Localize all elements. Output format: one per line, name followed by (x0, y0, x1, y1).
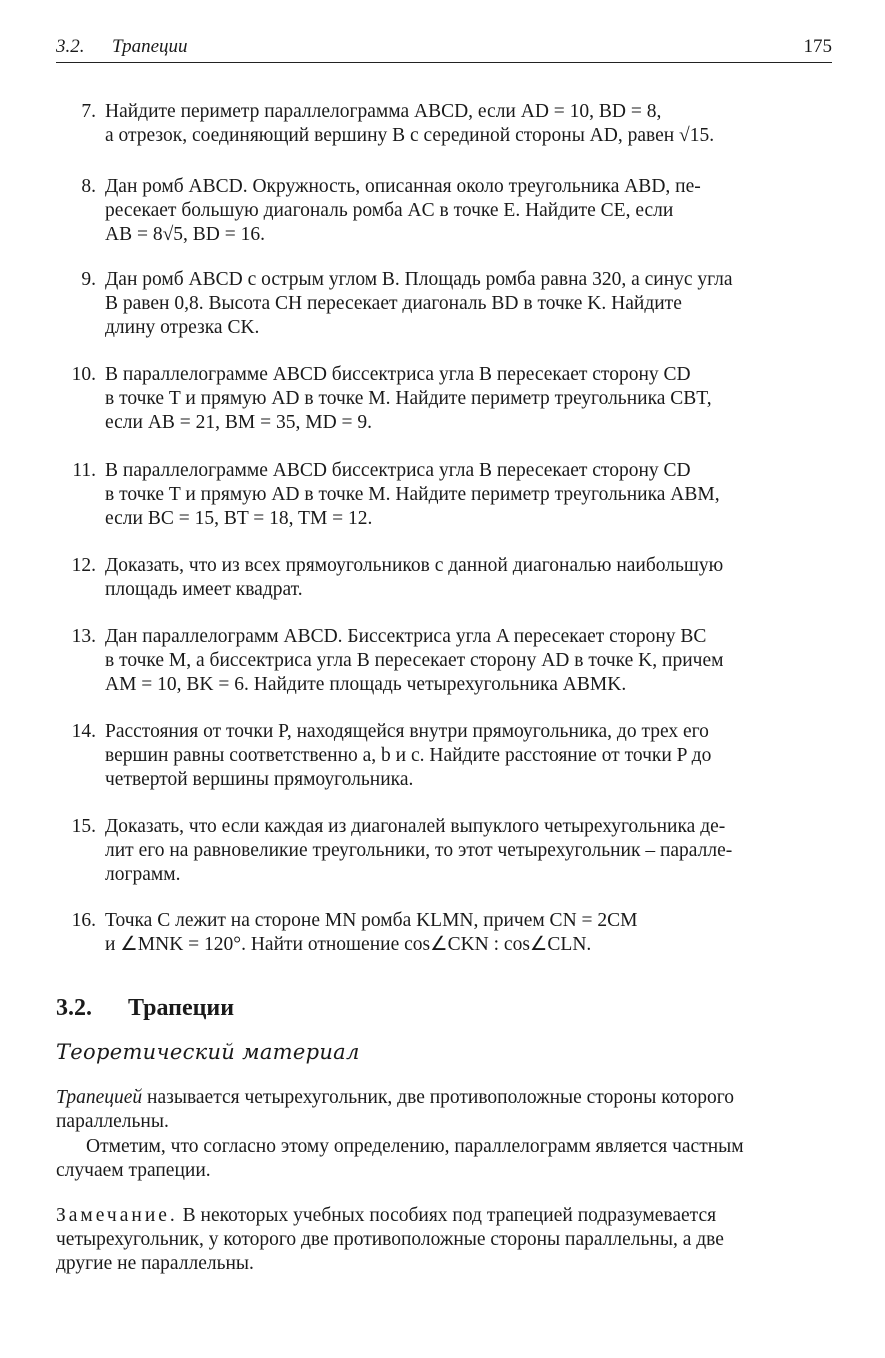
problem-line: если BC = 15, BT = 18, TM = 12. (105, 508, 373, 529)
running-head-section-number: 3.2. (56, 36, 85, 57)
problem-line: Расстояния от точки P, находящейся внутри прямоугольника, до трех его (105, 721, 709, 742)
problem-12 (64, 554, 832, 602)
problem-14 (64, 720, 832, 792)
note-paragraph (56, 1135, 832, 1183)
remark-line (56, 1204, 832, 1228)
problem-number: 8. (81, 176, 96, 197)
problem-line: вершин равны соответственно a, b и c. Найдите расстояние от точки P до (105, 745, 712, 766)
problem-line: а отрезок, соединяющий вершину B с серединой стороны AD, равен √15. (105, 125, 715, 146)
problem-line: в точке M, а биссектриса угла B пересекает сторону AD в точке K, причем (105, 650, 724, 671)
problem-line: Доказать, что из всех прямоугольников с данной диагональю наибольшую (105, 555, 724, 576)
problem-line: Дан параллелограмм ABCD. Биссектриса угла A пересекает сторону BC (105, 626, 707, 647)
problem-number: 15. (71, 816, 96, 837)
problem-line: лит его на равновеликие треугольники, то этот четырехугольник – паралле- (105, 840, 733, 861)
problem-line: если AB = 21, BM = 35, MD = 9. (105, 412, 373, 433)
problem-line: в точке T и прямую AD в точке M. Найдите периметр треугольника CBT, (105, 388, 712, 409)
problem-line: Доказать, что если каждая из диагоналей выпуклого четырехугольника де- (105, 816, 726, 837)
problem-line: Дан ромб ABCD. Окружность, описанная около треугольника ABD, пе- (105, 176, 701, 197)
definition-line: параллельны. (56, 1111, 169, 1132)
problem-line: Точка C лежит на стороне MN ромба KLMN, причем CN = 2CM (105, 910, 638, 931)
section-heading-number: 3.2. (56, 995, 92, 1021)
problem-number: 14. (71, 721, 96, 742)
problem-line: лограмм. (105, 864, 181, 885)
problem-9 (64, 268, 832, 340)
problem-7 (64, 100, 832, 148)
problem-line: Дан ромб ABCD с острым углом B. Площадь ромба равна 320, а синус угла (105, 269, 733, 290)
problem-line: четвертой вершины прямоугольника. (105, 769, 414, 790)
problem-number: 7. (81, 101, 96, 122)
problem-line: Найдите периметр параллелограмма ABCD, если AD = 10, BD = 8, (105, 101, 662, 122)
problem-line: в точке T и прямую AD в точке M. Найдите периметр треугольника ABM, (105, 484, 720, 505)
definition-text: называется четырехугольник, две противоположные стороны которого (142, 1087, 734, 1108)
problem-11 (64, 459, 832, 531)
problem-line: В параллелограмме ABCD биссектриса угла B пересекает сторону CD (105, 364, 691, 385)
running-head-section-title: Трапеции (112, 36, 188, 57)
problem-number: 10. (71, 364, 96, 385)
note-line: Отметим, что согласно этому определению, параллелограмм является частным (86, 1136, 744, 1157)
remark-line: четырехугольник, у которого две противоположные стороны параллельны, а две (56, 1229, 724, 1250)
problem-10 (64, 363, 832, 435)
problem-line: длину отрезка CK. (105, 317, 260, 338)
definition-line (56, 1086, 832, 1110)
problem-line: AB = 8√5, BD = 16. (105, 224, 265, 245)
definition-paragraph (56, 1086, 832, 1134)
problem-number: 9. (81, 269, 96, 290)
problem-8 (64, 175, 832, 247)
problem-line: ресекает большую диагональ ромба AC в точке E. Найдите CE, если (105, 200, 674, 221)
section-heading-title: Трапеции (128, 995, 235, 1021)
problem-number: 16. (71, 910, 96, 931)
remark-line: другие не параллельны. (56, 1253, 254, 1274)
running-head (56, 34, 832, 63)
remark-text: В некоторых учебных пособиях под трапецией подразумевается (177, 1205, 717, 1226)
section-heading (56, 995, 234, 1022)
page-number: 175 (803, 36, 832, 57)
remark-paragraph (56, 1204, 832, 1276)
problem-line: B равен 0,8. Высота CH пересекает диагональ BD в точке K. Найдите (105, 293, 682, 314)
problem-number: 13. (71, 626, 96, 647)
problem-number: 12. (71, 555, 96, 576)
note-line: случаем трапеции. (56, 1160, 211, 1181)
definition-term: Трапецией (56, 1087, 143, 1108)
problem-line: и ∠MNK = 120°. Найти отношение cos∠CKN : cos∠CLN. (105, 934, 592, 955)
problem-line: площадь имеет квадрат. (105, 579, 303, 600)
problem-16 (64, 909, 832, 957)
problem-number: 11. (72, 460, 96, 481)
problem-line: В параллелограмме ABCD биссектриса угла B пересекает сторону CD (105, 460, 691, 481)
problem-15 (64, 815, 832, 887)
remark-label: Замечание. (56, 1205, 178, 1226)
theory-subheading: Теоретический материал (56, 1040, 360, 1064)
problem-13 (64, 625, 832, 697)
problem-line: AM = 10, BK = 6. Найдите площадь четырехугольника ABMK. (105, 674, 627, 695)
